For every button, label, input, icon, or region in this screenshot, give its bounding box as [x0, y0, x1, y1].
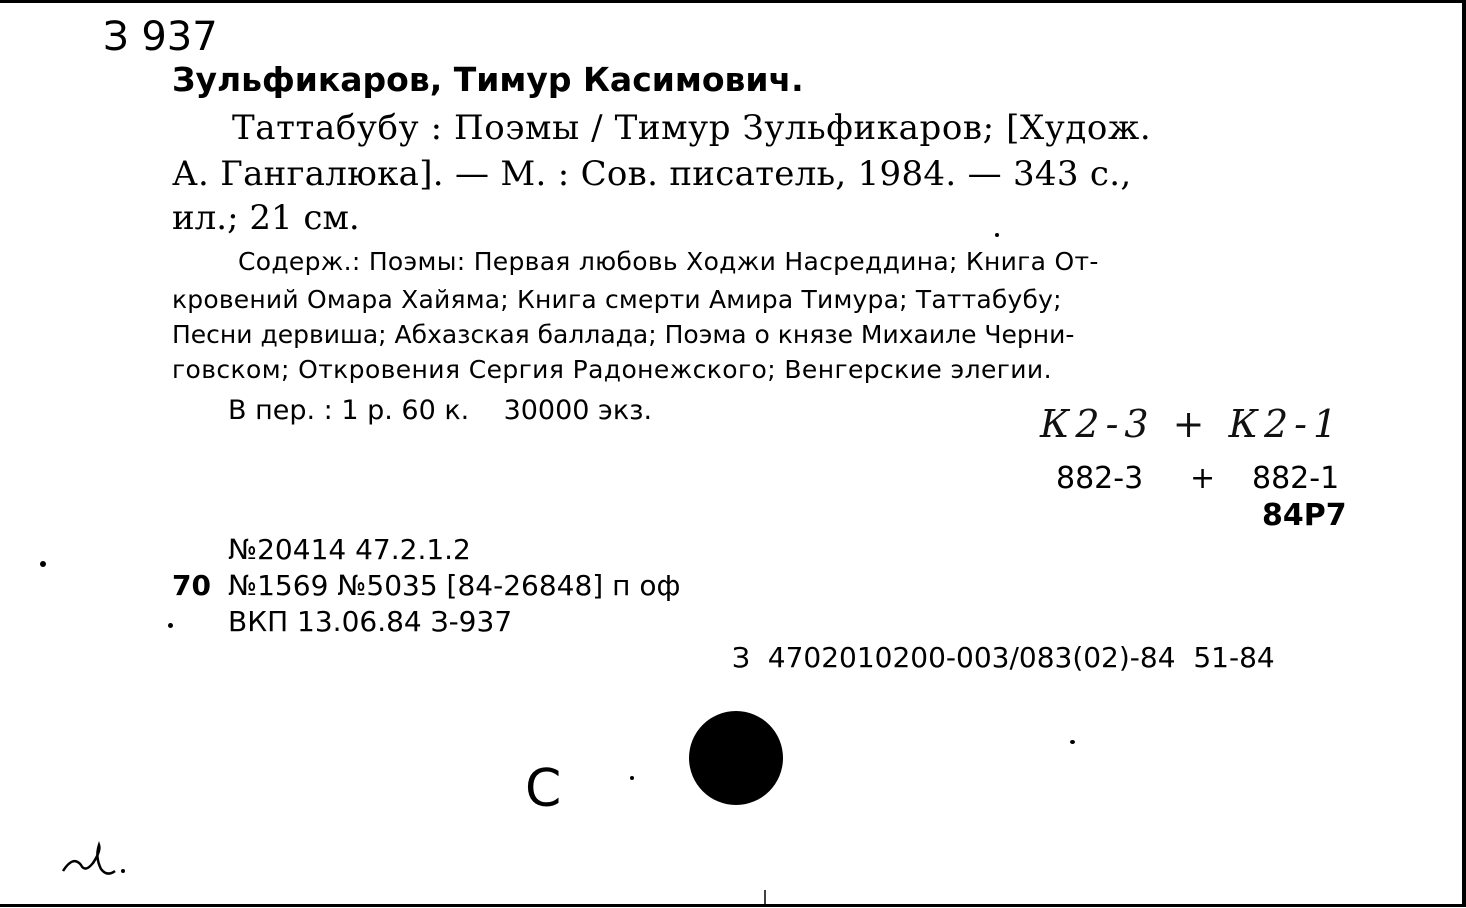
contents-line-1: Содерж.: Поэмы: Первая любовь Ходжи Насреддина; Книга От- — [238, 247, 1099, 276]
tech-line-2: №1569 №5035 [84-26848] п оф — [228, 569, 681, 602]
speck-mark — [168, 623, 173, 628]
speck-mark — [1070, 740, 1075, 744]
title-line-2: А. Гангалюка]. — М. : Сов. писатель, 1984. — 343 с., — [172, 154, 1132, 194]
punch-hole — [689, 711, 783, 805]
classification-left: 882-3 — [1056, 461, 1144, 496]
speck-mark — [40, 561, 46, 567]
card-letter: С — [525, 759, 562, 819]
speck-mark — [995, 233, 999, 237]
title-line-3: ил.; 21 см. — [172, 198, 360, 238]
tech-line-3: ВКП 13.06.84 З-937 — [228, 605, 513, 638]
classification-bold: 84Р7 — [1262, 498, 1347, 533]
handwritten-index-note: К2-3 + К2-1 — [1040, 402, 1344, 446]
speck-mark — [630, 776, 634, 780]
shelf-mark: З 937 — [103, 14, 218, 60]
classification-right: 882-1 — [1252, 461, 1340, 496]
isbn-line: З 4702010200-003/083(02)-84 51-84 — [732, 641, 1275, 674]
price-circulation: В пер. : 1 р. 60 к. 30000 экз. — [228, 395, 653, 426]
handwritten-initial-mark — [55, 835, 135, 885]
contents-line-2: кровений Омара Хайяма; Книга смерти Амира Тимура; Таттабубу; — [172, 285, 1062, 314]
classification-plus: + — [1190, 461, 1216, 496]
title-line-1: Таттабубу : Поэмы / Тимур Зульфикаров; [Худож. — [232, 108, 1152, 148]
tech-line-1: №20414 47.2.1.2 — [228, 533, 471, 566]
contents-line-4: говском; Откровения Сергия Радонежского; Венгерские элегии. — [172, 355, 1052, 384]
edge-mark — [762, 888, 768, 908]
contents-line-3: Песни дервиша; Абхазская баллада; Поэма о князе Михаиле Черни- — [172, 320, 1075, 349]
author-heading: Зульфикаров, Тимур Касимович. — [172, 60, 804, 99]
tech-prefix: 70 — [172, 569, 211, 602]
